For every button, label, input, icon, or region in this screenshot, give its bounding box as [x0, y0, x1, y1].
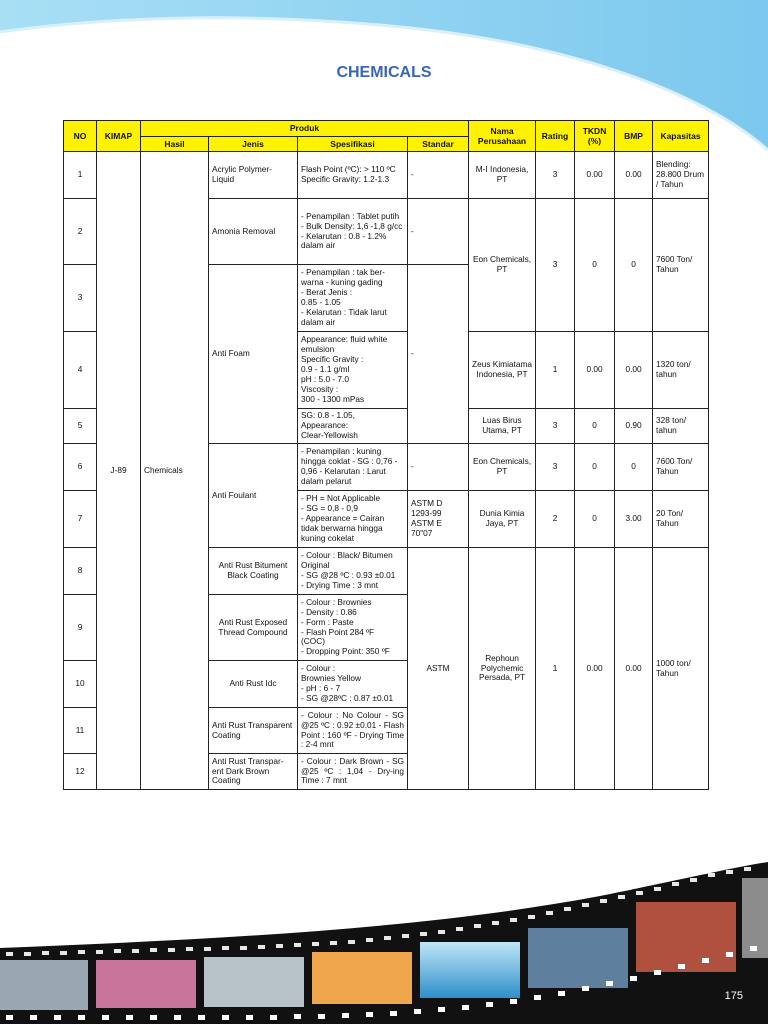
cell-tkdn: 0 — [575, 409, 615, 444]
header-hasil: Hasil — [141, 137, 209, 152]
cell-no: 5 — [64, 409, 97, 444]
cell-jenis: Anti Rust Transparent Coating — [209, 708, 298, 754]
cell-jenis: Anti Rust Exposed Thread Compound — [209, 595, 298, 661]
cell-spesifikasi: - Penampilan : tak ber-warna - kuning gading - Berat Jenis : 0.85 - 1.05 - Kelarutan : Tidak larut dalam air — [298, 265, 408, 332]
header-standar: Standar — [408, 137, 469, 152]
cell-kapasitas: 7600 Ton/ Tahun — [653, 199, 709, 332]
cell-jenis: Amonia Removal — [209, 199, 298, 265]
cell-rating: 1 — [536, 548, 575, 790]
cell-kapasitas: 328 ton/ tahun — [653, 409, 709, 444]
cell-perusahaan: Zeus Kimiatama Indonesia, PT — [469, 332, 536, 409]
cell-hasil: Chemicals — [141, 152, 209, 790]
page-number: 175 — [724, 990, 743, 1002]
cell-jenis: Anti Foulant — [209, 444, 298, 548]
cell-no: 7 — [64, 491, 97, 548]
cell-perusahaan: Eon Chemicals, PT — [469, 199, 536, 332]
cell-standar: - — [408, 199, 469, 265]
cell-no: 8 — [64, 548, 97, 595]
header-produk: Produk — [141, 121, 469, 137]
cell-kapasitas: 20 Ton/ Tahun — [653, 491, 709, 548]
cell-tkdn: 0.00 — [575, 332, 615, 409]
header-rating: Rating — [536, 121, 575, 152]
cell-spesifikasi: - Penampilan : kuning hingga coklat - SG : 0,76 - 0,96 - Kelarutan : Larut dalam pelarut — [298, 444, 408, 491]
cell-spesifikasi: SG: 0.8 - 1.05, Appearance: Clear-Yellowish — [298, 409, 408, 444]
cell-jenis: Anti Rust Transpar-ent Dark Brown Coating — [209, 754, 298, 790]
header-no: NO — [64, 121, 97, 152]
cell-bmp: 0 — [615, 444, 653, 491]
cell-perusahaan: Dunia Kimia Jaya, PT — [469, 491, 536, 548]
cell-spesifikasi: - Colour : Brownies - Density : 0.86 - Form : Paste - Flash Point 284 ºF (COC) - Dropping Point: 350 ºF — [298, 595, 408, 661]
header-kimap: KIMAP — [97, 121, 141, 152]
cell-kapasitas: 1000 ton/ Tahun — [653, 548, 709, 790]
cell-tkdn: 0 — [575, 199, 615, 332]
table-row — [64, 152, 709, 199]
cell-bmp: 0 — [615, 199, 653, 332]
cell-rating: 3 — [536, 152, 575, 199]
film-strip-banner — [0, 860, 768, 1024]
cell-rating: 1 — [536, 332, 575, 409]
cell-spesifikasi: - Colour : Brownies Yellow - pH : 6 - 7 - SG @28ºC : 0.87 ±0.01 — [298, 661, 408, 708]
header-kapasitas: Kapasitas — [653, 121, 709, 152]
cell-perusahaan: Eon Chemicals, PT — [469, 444, 536, 491]
cell-tkdn: 0.00 — [575, 548, 615, 790]
cell-standar: - — [408, 444, 469, 491]
cell-bmp: 0.90 — [615, 409, 653, 444]
cell-spesifikasi: - Colour : Black/ Bitumen Original - SG @28 ºC : 0.93 ±0.01 - Drying Time : 3 mnt — [298, 548, 408, 595]
cell-standar: - — [408, 152, 469, 199]
cell-no: 4 — [64, 332, 97, 409]
cell-perusahaan: Luas Birus Utama, PT — [469, 409, 536, 444]
cell-jenis: Anti Rust Bitument Black Coating — [209, 548, 298, 595]
header-spesifikasi: Spesifikasi — [298, 137, 408, 152]
header-bmp: BMP — [615, 121, 653, 152]
cell-perusahaan: M-I Indonesia, PT — [469, 152, 536, 199]
cell-bmp: 0.00 — [615, 152, 653, 199]
cell-perusahaan: Rephoun Polychemic Persada, PT — [469, 548, 536, 790]
header-tkdn: TKDN (%) — [575, 121, 615, 152]
cell-standar: ASTM D 1293-99 ASTM E 70"07 — [408, 491, 469, 548]
cell-kimap: J-89 — [97, 152, 141, 790]
cell-tkdn: 0 — [575, 491, 615, 548]
cell-kapasitas: 7600 Ton/ Tahun — [653, 444, 709, 491]
cell-tkdn: 0.00 — [575, 152, 615, 199]
cell-bmp: 0.00 — [615, 548, 653, 790]
header-nama-perusahaan: Nama Perusahaan — [469, 121, 536, 152]
cell-no: 12 — [64, 754, 97, 790]
cell-rating: 2 — [536, 491, 575, 548]
cell-bmp: 0.00 — [615, 332, 653, 409]
cell-rating: 3 — [536, 409, 575, 444]
cell-no: 10 — [64, 661, 97, 708]
cell-rating: 3 — [536, 199, 575, 332]
cell-kapasitas: 1320 ton/ tahun — [653, 332, 709, 409]
cell-no: 2 — [64, 199, 97, 265]
cell-no: 9 — [64, 595, 97, 661]
cell-no: 3 — [64, 265, 97, 332]
chemicals-table — [63, 120, 709, 790]
cell-jenis: Acrylic Polymer-Liquid — [209, 152, 298, 199]
cell-spesifikasi: Appearance: fluid white emulsion Specific Gravity : 0.9 - 1.1 g/ml pH : 5.0 - 7.0 Viscosity : 300 - 1300 mPas — [298, 332, 408, 409]
cell-spesifikasi: - Penampilan : Tablet putih - Bulk Density: 1,6 -1,8 g/cc - Kelarutan : 0.8 - 1.2% dalam air — [298, 199, 408, 265]
cell-jenis: Anti Rust Idc — [209, 661, 298, 708]
cell-spesifikasi: - Colour : No Colour - SG @25 ºC : 0.92 ±0.01 - Flash Point : 160 ºF - Drying Time : 2-4 mnt — [298, 708, 408, 754]
cell-kapasitas: Blending: 28.800 Drum / Tahun — [653, 152, 709, 199]
cell-no: 1 — [64, 152, 97, 199]
cell-standar: - — [408, 265, 469, 444]
cell-rating: 3 — [536, 444, 575, 491]
cell-standar: ASTM — [408, 548, 469, 790]
page-title: CHEMICALS — [336, 64, 432, 81]
cell-no: 11 — [64, 708, 97, 754]
cell-jenis: Anti Foam — [209, 265, 298, 444]
header-jenis: Jenis — [209, 137, 298, 152]
cell-spesifikasi: - PH = Not Applicable - SG = 0,8 - 0,9 - Appearance = Cairan tidak berwarna hingga kuning cokelat — [298, 491, 408, 548]
cell-spesifikasi: - Colour : Dark Brown - SG @25 ºC : 1,04 - Dry-ing Time : 7 mnt — [298, 754, 408, 790]
cell-spesifikasi: Flash Point (ºC): > 110 ºC Specific Gravity: 1.2-1.3 — [298, 152, 408, 199]
cell-tkdn: 0 — [575, 444, 615, 491]
cell-bmp: 3.00 — [615, 491, 653, 548]
cell-no: 6 — [64, 444, 97, 491]
